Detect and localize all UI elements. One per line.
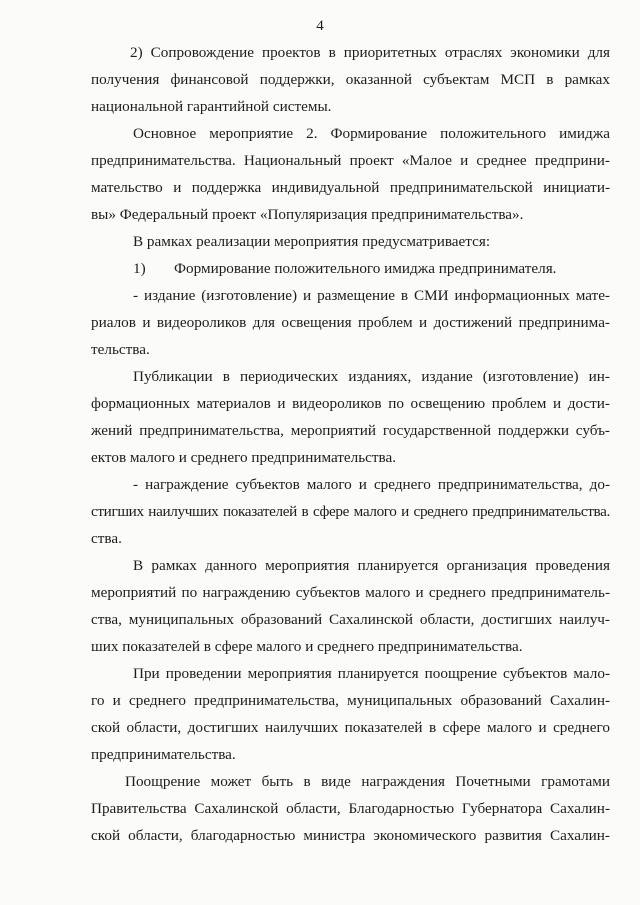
- text-line: В рамках данного мероприятия планируется организация проведения: [133, 557, 610, 574]
- text-line: Правительства Сахалинской области, Благодарностью Губернатора Сахалин-: [91, 800, 610, 817]
- text-line: жений предпринимательства, мероприятий государственной поддержки субъ-: [91, 422, 610, 439]
- text-line: формационных материалов и видеороликов по освещению проблем и дости-: [91, 395, 610, 412]
- text-line: риалов и видеороликов для освещения проблем и достижений предпринима-: [91, 314, 610, 331]
- text-line: Формирование положительного имиджа предпринимателя.: [174, 260, 557, 277]
- text-line: получения финансовой поддержки, оказанной субъектам МСП в рамках: [91, 71, 610, 88]
- text-line: ской области, достигших наилучших показателей в сфере малого и среднего: [91, 719, 610, 736]
- text-line: тельства.: [91, 341, 150, 358]
- text-line: ства.: [91, 530, 122, 547]
- text-line: 2) Сопровождение проектов в приоритетных отраслях экономики для: [130, 44, 610, 61]
- list-number: 1): [133, 260, 146, 277]
- text-line: стигших наилучших показателей в сфере малого и среднего предпринимательства.: [91, 503, 610, 520]
- text-line: национальной гарантийной системы.: [91, 98, 332, 115]
- text-line: предпринимательства.: [91, 746, 236, 763]
- text-line: ской области, благодарностью министра экономического развития Сахалин-: [91, 827, 610, 844]
- text-line: мероприятий по награждению субъектов малого и среднего предприниматель-: [91, 584, 610, 601]
- text-line: го и среднего предпринимательства, муниципальных образований Сахалин-: [91, 692, 610, 709]
- text-line: мательство и поддержка индивидуальной предпринимательской инициати-: [91, 179, 610, 196]
- text-line: - награждение субъектов малого и среднего предпринимательства, до-: [133, 476, 610, 493]
- text-line: При проведении мероприятия планируется поощрение субъектов мало-: [133, 665, 610, 682]
- text-line: предпринимательства. Национальный проект «Малое и среднее предприни-: [91, 152, 610, 169]
- text-line: Основное мероприятие 2. Формирование положительного имиджа: [133, 125, 610, 142]
- text-line: ших показателей в сфере малого и среднего предпринимательства.: [91, 638, 523, 655]
- page-number: 4: [316, 18, 324, 34]
- text-line: - издание (изготовление) и размещение в СМИ информационных мате-: [133, 287, 610, 304]
- text-line: Поощрение может быть в виде награждения Почетными грамотами: [125, 773, 610, 790]
- text-line: ства, муниципальных образований Сахалинской области, достигших наилуч-: [91, 611, 610, 628]
- text-line: В рамках реализации мероприятия предусматривается:: [133, 233, 491, 250]
- text-line: вы» Федеральный проект «Популяризация предпринимательства».: [91, 206, 524, 223]
- text-line: ектов малого и среднего предпринимательства.: [91, 449, 397, 466]
- text-line: Публикации в периодических изданиях, издание (изготовление) ин-: [133, 368, 610, 385]
